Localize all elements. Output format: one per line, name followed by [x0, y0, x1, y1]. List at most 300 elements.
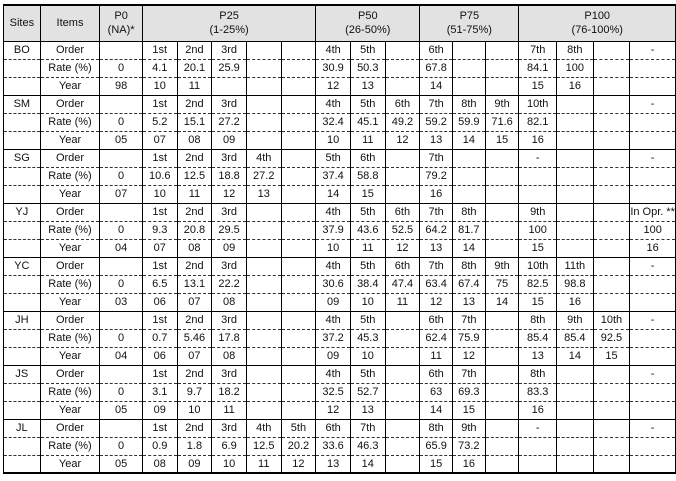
data-cell	[385, 41, 420, 59]
data-cell: 14	[420, 77, 453, 95]
data-cell	[557, 185, 594, 203]
item-label: Year	[40, 131, 100, 149]
data-cell: -	[630, 149, 676, 167]
data-cell	[593, 275, 630, 293]
data-cell	[453, 77, 486, 95]
data-cell	[485, 167, 519, 185]
data-cell: 12	[281, 455, 316, 473]
table-row-bo-order	[4, 41, 676, 59]
data-cell: 100	[519, 221, 557, 239]
data-cell: 10	[142, 77, 177, 95]
data-cell	[630, 455, 676, 473]
data-cell: 5th	[350, 365, 385, 383]
data-cell: 08	[212, 347, 247, 365]
data-cell: 09	[212, 131, 247, 149]
data-cell	[593, 401, 630, 419]
data-cell	[557, 239, 594, 257]
data-cell: 07	[177, 293, 212, 311]
data-cell: 16	[557, 293, 594, 311]
data-cell: 09	[316, 347, 351, 365]
data-cell: 15	[519, 239, 557, 257]
item-label: Rate (%)	[40, 59, 100, 77]
table-row-jh-rate	[4, 329, 676, 347]
table-row-sg-rate	[4, 167, 676, 185]
data-cell: 85.4	[519, 329, 557, 347]
data-cell: 82.1	[519, 113, 557, 131]
data-cell	[281, 185, 316, 203]
data-cell	[557, 401, 594, 419]
data-cell	[485, 455, 519, 473]
site-label: YC	[4, 257, 41, 275]
data-cell: 09	[316, 293, 351, 311]
data-cell	[557, 149, 594, 167]
data-cell	[246, 329, 281, 347]
p75-sublabel: (51-75%)	[446, 24, 492, 37]
data-cell	[593, 257, 630, 275]
data-cell	[385, 401, 420, 419]
data-cell	[630, 275, 676, 293]
p0-label-line1: P0	[114, 9, 128, 22]
data-cell	[519, 455, 557, 473]
data-cell: 18.2	[212, 383, 247, 401]
data-cell: 2nd	[177, 419, 212, 437]
data-cell: 92.5	[593, 329, 630, 347]
data-cell	[630, 293, 676, 311]
data-cell: 83.3	[519, 383, 557, 401]
data-cell: 37.9	[316, 221, 351, 239]
data-cell: 15	[519, 293, 557, 311]
data-cell	[557, 437, 594, 455]
data-cell: 4th	[246, 419, 281, 437]
site-label	[4, 131, 41, 149]
data-cell: 12	[385, 239, 420, 257]
data-cell: 81.7	[453, 221, 486, 239]
site-label	[4, 455, 41, 473]
data-cell	[593, 293, 630, 311]
data-cell: 75	[485, 275, 519, 293]
data-cell: 1st	[142, 311, 177, 329]
data-cell	[246, 59, 281, 77]
data-cell: 20.8	[177, 221, 212, 239]
site-label	[4, 239, 41, 257]
data-cell: 9th	[557, 311, 594, 329]
data-cell: 9.3	[142, 221, 177, 239]
data-cell: 11	[385, 293, 420, 311]
data-cell: 16	[453, 455, 486, 473]
data-cell	[485, 329, 519, 347]
data-cell: 13	[420, 131, 453, 149]
data-cell: 11	[350, 131, 385, 149]
data-cell: 6th	[420, 365, 453, 383]
p0-cell: 05	[100, 131, 143, 149]
data-cell: 12	[316, 77, 351, 95]
data-cell: 14	[453, 239, 486, 257]
table-row-yj-rate	[4, 221, 676, 239]
data-cell: 13	[246, 185, 281, 203]
p0-cell	[100, 41, 143, 59]
data-cell	[557, 131, 594, 149]
data-cell: 52.7	[350, 383, 385, 401]
site-label	[4, 77, 41, 95]
data-cell: 5th	[350, 257, 385, 275]
data-cell: 59.9	[453, 113, 486, 131]
p0-cell: 0	[100, 275, 143, 293]
data-cell: -	[519, 149, 557, 167]
item-label: Year	[40, 347, 100, 365]
data-cell: 1st	[142, 149, 177, 167]
data-cell: 62.4	[420, 329, 453, 347]
data-cell: 4th	[316, 95, 351, 113]
data-cell	[557, 383, 594, 401]
data-cell: 0.7	[142, 329, 177, 347]
p0-cell: 04	[100, 239, 143, 257]
data-cell: 10	[316, 239, 351, 257]
p50-label: P50	[357, 9, 378, 22]
data-cell: 7th	[420, 95, 453, 113]
data-cell: 07	[177, 347, 212, 365]
data-cell: 67.4	[453, 275, 486, 293]
data-cell: 32.4	[316, 113, 351, 131]
data-cell	[485, 419, 519, 437]
data-cell: 4th	[316, 203, 351, 221]
data-cell	[593, 149, 630, 167]
data-cell: 4th	[246, 149, 281, 167]
p0-cell	[100, 257, 143, 275]
p0-cell: 05	[100, 401, 143, 419]
data-cell	[593, 41, 630, 59]
data-cell: -	[519, 419, 557, 437]
data-cell: 6th	[385, 95, 420, 113]
data-cell	[630, 347, 676, 365]
data-cell: 2nd	[177, 311, 212, 329]
data-cell: 14	[453, 131, 486, 149]
table-row-sm-order	[4, 95, 676, 113]
data-cell: 11	[350, 239, 385, 257]
data-cell	[593, 239, 630, 257]
data-cell	[246, 257, 281, 275]
data-cell	[281, 95, 316, 113]
data-cell: 9th	[519, 203, 557, 221]
data-cell: 9th	[485, 257, 519, 275]
data-cell: 47.4	[385, 275, 420, 293]
col-header-p75	[420, 5, 519, 41]
data-cell	[385, 59, 420, 77]
p50-sublabel: (26-50%)	[345, 24, 391, 37]
data-cell	[593, 59, 630, 77]
table-row-js-year	[4, 401, 676, 419]
site-label: SM	[4, 95, 41, 113]
col-header-sites: Sites	[4, 5, 41, 41]
data-cell	[281, 365, 316, 383]
data-cell	[557, 203, 594, 221]
data-cell: 3rd	[212, 203, 247, 221]
data-cell	[281, 275, 316, 293]
data-cell: 6th	[350, 149, 385, 167]
data-cell	[281, 131, 316, 149]
data-cell	[630, 185, 676, 203]
site-label	[4, 185, 41, 203]
data-cell: 27.2	[212, 113, 247, 131]
table-row-sg-year	[4, 185, 676, 203]
data-cell: 2nd	[177, 149, 212, 167]
data-cell	[519, 185, 557, 203]
site-label: JS	[4, 365, 41, 383]
data-cell	[281, 239, 316, 257]
data-cell: 20.1	[177, 59, 212, 77]
data-cell: 5th	[350, 41, 385, 59]
site-label	[4, 293, 41, 311]
table-row-yc-rate	[4, 275, 676, 293]
data-cell: 9th	[485, 95, 519, 113]
data-cell: 71.6	[485, 113, 519, 131]
table-row-jl-order	[4, 419, 676, 437]
item-label: Year	[40, 77, 100, 95]
data-cell	[519, 437, 557, 455]
table-row-jh-order	[4, 311, 676, 329]
data-cell	[246, 203, 281, 221]
data-cell	[485, 383, 519, 401]
data-cell: 3rd	[212, 149, 247, 167]
data-cell: 7th	[420, 257, 453, 275]
item-label: Rate (%)	[40, 437, 100, 455]
data-cell: 11	[420, 347, 453, 365]
data-cell: 46.3	[350, 437, 385, 455]
data-cell	[385, 455, 420, 473]
data-cell: 6th	[385, 257, 420, 275]
item-label: Year	[40, 239, 100, 257]
data-cell: 3rd	[212, 95, 247, 113]
site-label	[4, 113, 41, 131]
data-cell	[485, 41, 519, 59]
data-cell: 32.5	[316, 383, 351, 401]
data-cell	[593, 95, 630, 113]
data-cell	[246, 347, 281, 365]
data-cell: 82.5	[519, 275, 557, 293]
data-cell: 3rd	[212, 419, 247, 437]
data-cell	[557, 419, 594, 437]
data-cell	[281, 311, 316, 329]
table-row-bo-rate	[4, 59, 676, 77]
site-label	[4, 275, 41, 293]
data-cell: 4th	[316, 365, 351, 383]
data-cell: 100	[557, 59, 594, 77]
data-cell	[453, 149, 486, 167]
data-cell: 10	[350, 347, 385, 365]
p0-cell: 0	[100, 167, 143, 185]
data-cell	[485, 239, 519, 257]
data-cell: 1st	[142, 95, 177, 113]
data-cell: 75.9	[453, 329, 486, 347]
data-cell: -	[630, 257, 676, 275]
data-cell	[281, 347, 316, 365]
data-cell: 10th	[519, 257, 557, 275]
data-cell: 9.7	[177, 383, 212, 401]
data-cell: 8th	[420, 419, 453, 437]
data-cell: 14	[316, 185, 351, 203]
table-row-yj-order	[4, 203, 676, 221]
data-cell	[281, 329, 316, 347]
data-cell: 7th	[420, 149, 453, 167]
data-cell: 4.1	[142, 59, 177, 77]
data-cell: 16	[557, 77, 594, 95]
table-row-yc-order	[4, 257, 676, 275]
data-cell: 12	[453, 347, 486, 365]
data-cell	[593, 419, 630, 437]
data-cell: 09	[212, 239, 247, 257]
data-cell: -	[630, 311, 676, 329]
data-cell	[281, 113, 316, 131]
data-cell: 11	[177, 185, 212, 203]
data-cell	[246, 275, 281, 293]
data-cell	[630, 131, 676, 149]
header-row	[4, 5, 676, 41]
data-cell	[557, 365, 594, 383]
data-cell	[453, 167, 486, 185]
table-row-yj-year	[4, 239, 676, 257]
progress-table	[3, 4, 676, 474]
item-label: Rate (%)	[40, 167, 100, 185]
data-cell	[453, 59, 486, 77]
data-cell	[557, 455, 594, 473]
data-cell: 33.6	[316, 437, 351, 455]
site-label: JH	[4, 311, 41, 329]
data-cell: 4th	[316, 311, 351, 329]
data-cell: -	[630, 95, 676, 113]
data-cell	[385, 365, 420, 383]
data-cell: 13	[453, 293, 486, 311]
data-cell: 16	[519, 401, 557, 419]
data-cell: 13	[316, 455, 351, 473]
table-row-sm-rate	[4, 113, 676, 131]
data-cell: 45.1	[350, 113, 385, 131]
data-cell: 3rd	[212, 41, 247, 59]
data-cell: 38.4	[350, 275, 385, 293]
p0-cell	[100, 203, 143, 221]
data-cell	[212, 77, 247, 95]
col-header-items: Items	[40, 5, 100, 41]
data-cell	[593, 383, 630, 401]
data-cell: 1st	[142, 41, 177, 59]
data-cell: 30.6	[316, 275, 351, 293]
data-cell: 52.5	[385, 221, 420, 239]
data-cell	[519, 167, 557, 185]
data-cell	[246, 365, 281, 383]
data-cell	[593, 221, 630, 239]
data-cell: 5.46	[177, 329, 212, 347]
data-cell	[385, 347, 420, 365]
data-cell: 5.2	[142, 113, 177, 131]
item-label: Rate (%)	[40, 275, 100, 293]
data-cell: 1st	[142, 419, 177, 437]
data-cell: 0.9	[142, 437, 177, 455]
data-cell: In Opr. **	[630, 203, 676, 221]
data-cell: 100	[630, 221, 676, 239]
data-cell	[593, 113, 630, 131]
data-cell	[246, 401, 281, 419]
table-row-jh-year	[4, 347, 676, 365]
col-header-p50	[316, 5, 420, 41]
data-cell: 2nd	[177, 257, 212, 275]
p0-cell	[100, 419, 143, 437]
data-cell	[385, 311, 420, 329]
data-cell	[557, 113, 594, 131]
data-cell	[246, 131, 281, 149]
p0-cell: 98	[100, 77, 143, 95]
data-cell: -	[630, 419, 676, 437]
data-cell	[485, 401, 519, 419]
table-row-jl-year	[4, 455, 676, 473]
data-cell: 30.9	[316, 59, 351, 77]
data-cell	[557, 95, 594, 113]
data-cell	[385, 167, 420, 185]
data-cell: 5th	[350, 203, 385, 221]
data-cell: 5th	[316, 149, 351, 167]
site-label	[4, 329, 41, 347]
data-cell: 45.3	[350, 329, 385, 347]
col-header-p100	[519, 5, 676, 41]
site-label: BO	[4, 41, 41, 59]
data-cell	[281, 41, 316, 59]
data-cell: 1.8	[177, 437, 212, 455]
data-cell: 12.5	[246, 437, 281, 455]
data-cell	[246, 95, 281, 113]
data-cell: 2nd	[177, 365, 212, 383]
data-cell: 15	[420, 455, 453, 473]
data-cell: 07	[142, 239, 177, 257]
data-cell	[281, 77, 316, 95]
data-cell: 15.1	[177, 113, 212, 131]
data-cell: 20.2	[281, 437, 316, 455]
data-cell	[385, 77, 420, 95]
data-cell: 12	[316, 401, 351, 419]
table-body	[4, 41, 676, 473]
data-cell: 6th	[420, 41, 453, 59]
p100-sublabel: (76-100%)	[571, 24, 623, 37]
p0-cell: 0	[100, 329, 143, 347]
data-cell	[630, 167, 676, 185]
data-cell	[593, 455, 630, 473]
site-label	[4, 221, 41, 239]
data-cell: 8th	[453, 203, 486, 221]
data-cell: 9th	[453, 419, 486, 437]
item-label: Year	[40, 293, 100, 311]
data-cell: 10th	[593, 311, 630, 329]
data-cell: 49.2	[385, 113, 420, 131]
data-cell: 58.8	[350, 167, 385, 185]
p0-cell	[100, 311, 143, 329]
data-cell: 50.3	[350, 59, 385, 77]
data-cell	[385, 185, 420, 203]
data-cell: 69.3	[453, 383, 486, 401]
data-cell	[453, 41, 486, 59]
data-cell: 16	[630, 239, 676, 257]
item-label: Year	[40, 455, 100, 473]
data-cell	[281, 257, 316, 275]
item-label: Order	[40, 41, 100, 59]
data-cell	[630, 329, 676, 347]
data-cell: 5th	[281, 419, 316, 437]
data-cell: 16	[519, 131, 557, 149]
data-cell: 13	[519, 347, 557, 365]
data-cell: 12	[420, 293, 453, 311]
data-cell	[246, 221, 281, 239]
data-cell	[385, 383, 420, 401]
item-label: Order	[40, 203, 100, 221]
p75-label: P75	[459, 9, 480, 22]
data-cell: 6th	[420, 311, 453, 329]
data-cell: 6th	[316, 419, 351, 437]
data-cell: 67.8	[420, 59, 453, 77]
